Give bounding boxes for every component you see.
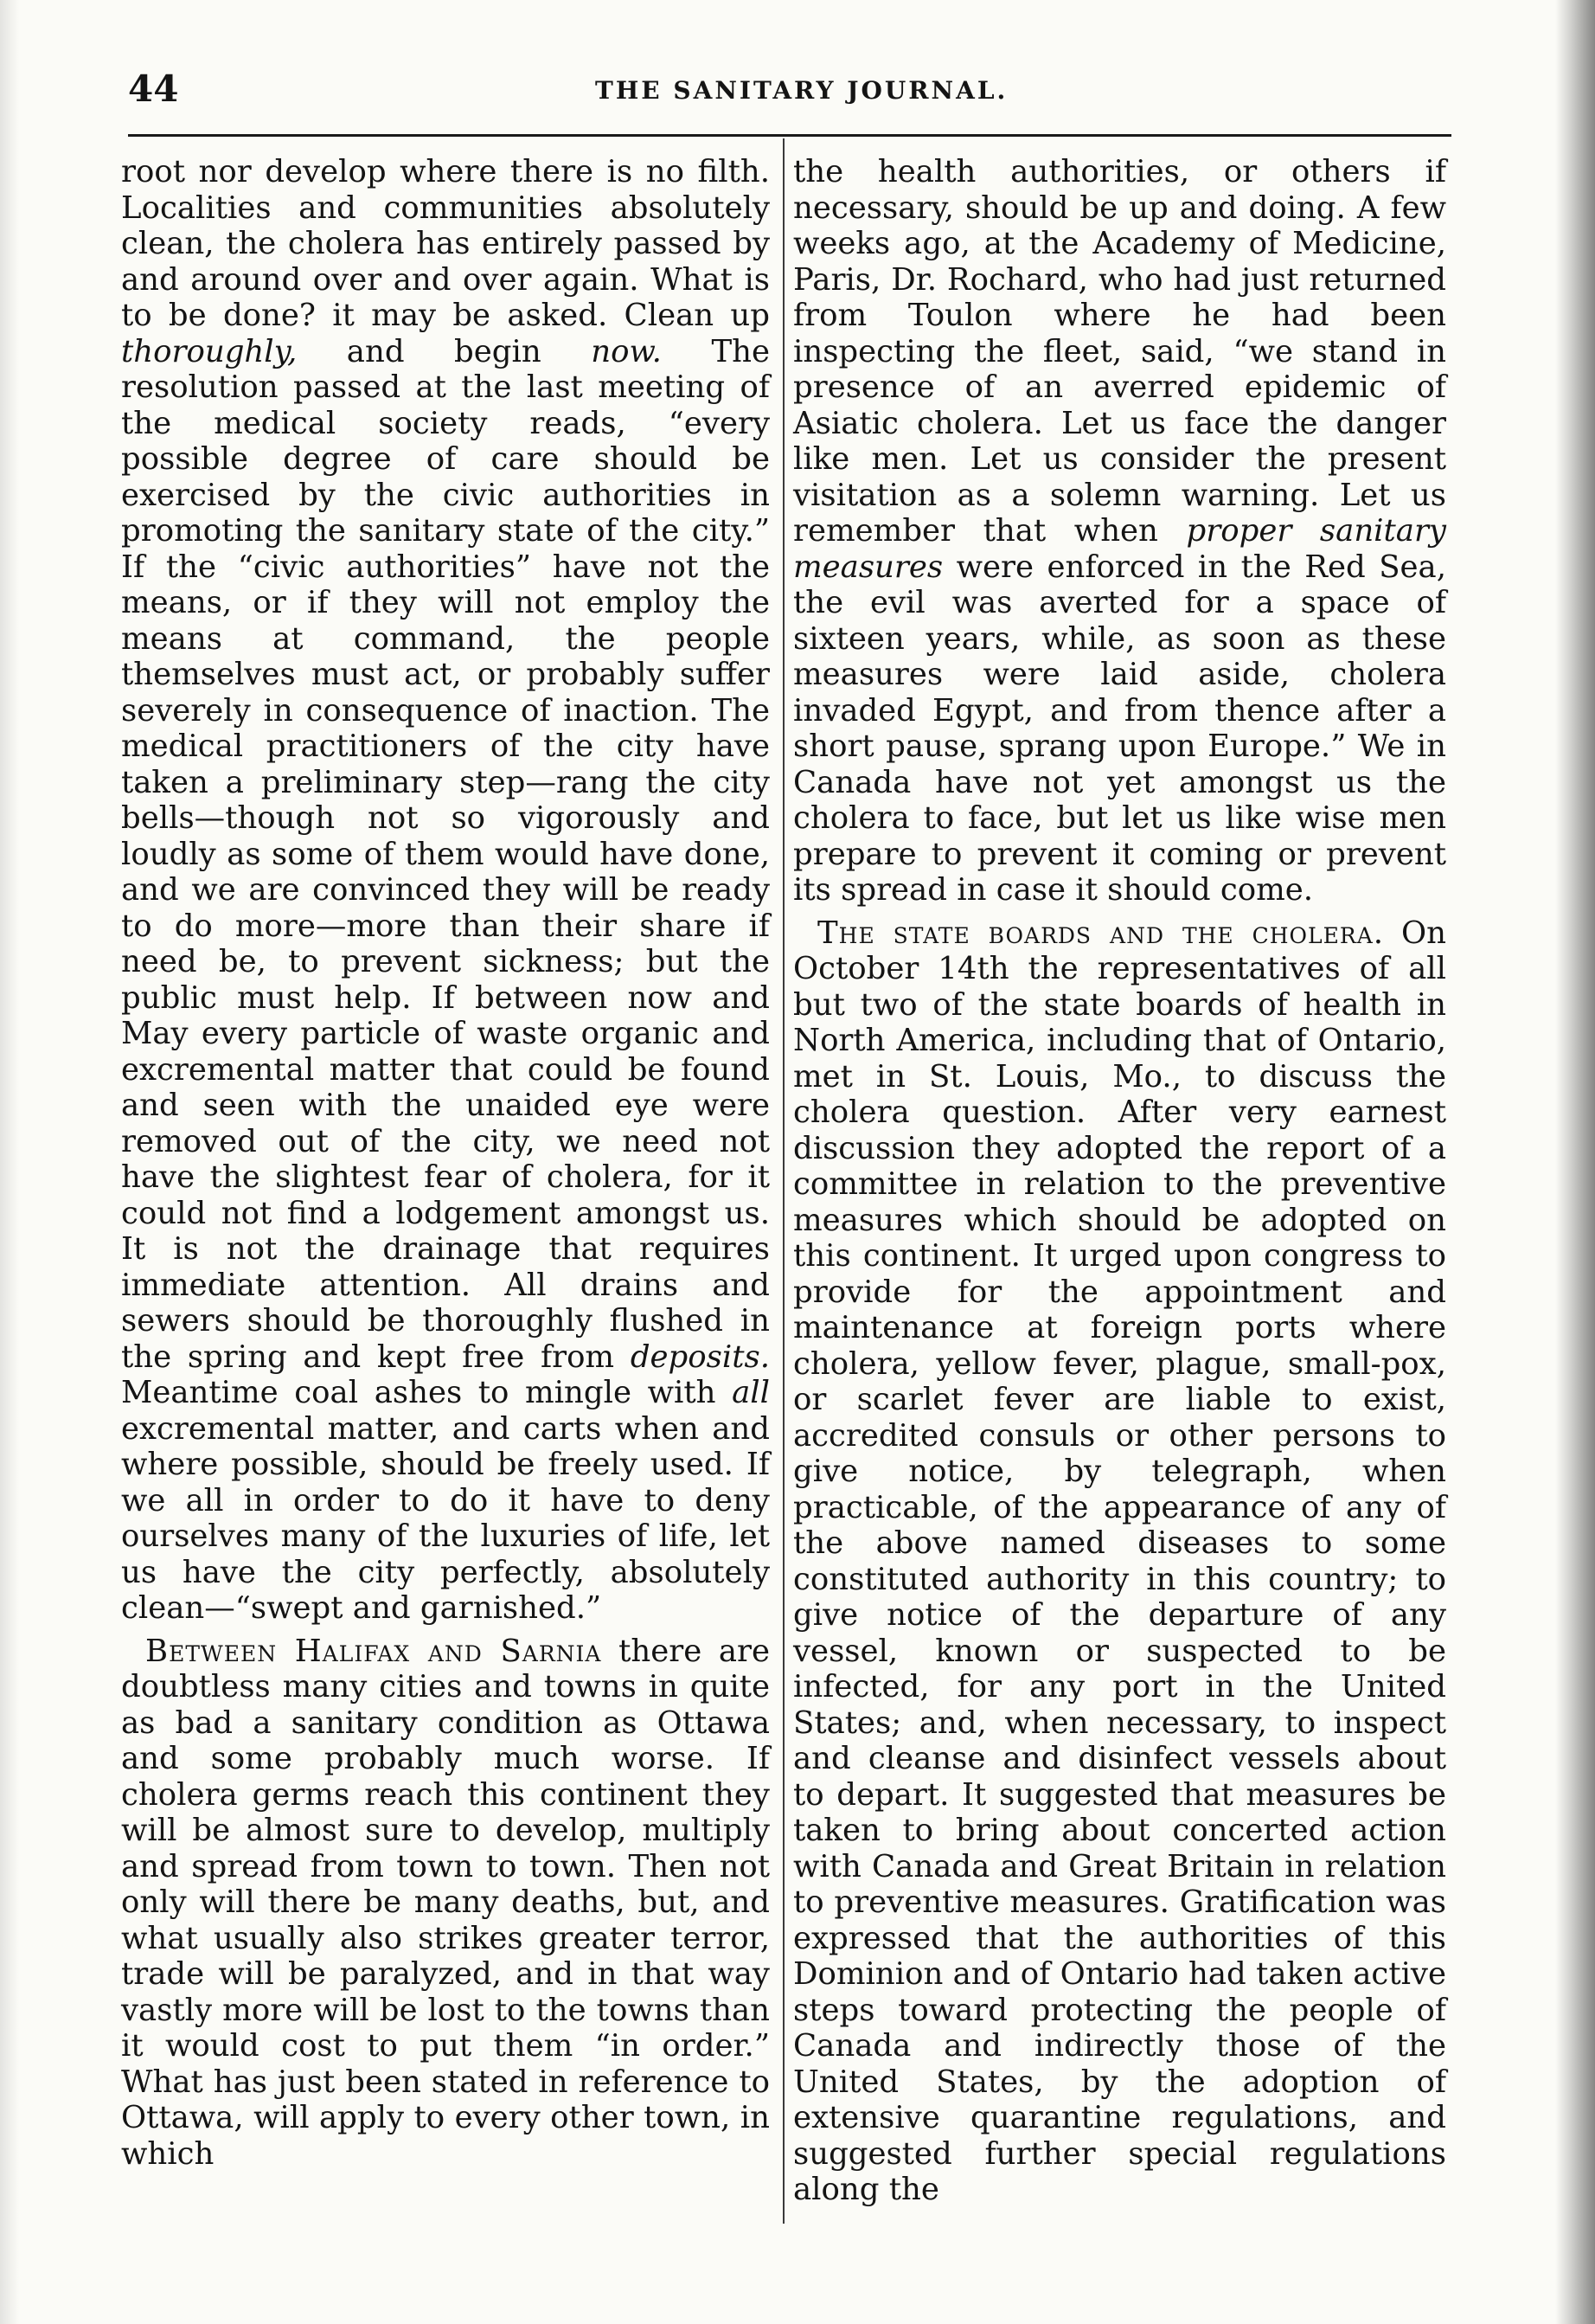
emphasis-text: thoroughly, [121, 333, 298, 369]
paragraph-text: excremental matter, and carts when and where possible, should be freely used. If we all in order to do it have to deny ourselves many of the luxuries of life, let us have the city perfectly, absolutely clean—“swept and garnished.” [121, 1410, 770, 1626]
page-gutter-shadow [0, 0, 19, 2324]
section-heading: Between Halifax and Sarnia [145, 1633, 602, 1669]
paragraph-text: On October 14th the representatives of all but two of the state boards of health in North America, including that of Ontario, met in St. Louis, Mo., to discuss the cholera question. After very earnest discussion they adopted the report of a committee in relation to the preventive measures which should be adopted on this continent. It urged upon congress to provide for the appointment and maintenance at foreign ports where cholera, yellow fever, plague, small-pox, or scarlet fever are liable to exist, accredited consuls or other persons to give notice, by telegraph, when practicable, of the appearance of any of the above named diseases to some constituted authority in this country; to give notice of the departure of any vessel, known or suspected to be infected, for any port in the United States; and, when necessary, to inspect and cleanse and disinfect vessels about to depart. It suggested that measures be taken to bring about concerted action with Canada and Great Britain in relation to preventive measures. Gratification was expressed that the authorities of this Dominion and of Ontario had taken active steps toward protecting the people of Canada and indirectly those of the United States, by the adoption of extensive quarantine regulations, and suggested further special regulations along the [793, 915, 1446, 2207]
paragraph-cleanliness [121, 154, 770, 1627]
page-number: 44 [128, 67, 179, 110]
left-column [121, 154, 770, 2172]
right-column [793, 154, 1446, 2208]
paragraph-text: The resolution passed at the last meeting of the medical society reads, “every possible degree of care should be exercised by the civic authorities in promoting the sanitary state of the city.” If the “civic authorities” have not the means, or if they will not employ the means at command, the people themselves must act, or probably suffer severely in consequence of inaction. The medical practitioners of the city have taken a preliminary step—rang the city bells—though not so vigorously and loudly as some of them would have done, and we are convinced they will be ready to do more—more than their share if need be, to prevent sickness; but the public must help. If between now and May every particle of waste organic and excremental matter that could be found and seen with the unaided eye were removed out of the city, we need not have the slightest fear of cholera, for it could not find a lodgement amongst us. It is not the drainage that requires immediate attention. All drains and sewers should be thoroughly flushed in the spring and kept free from [121, 333, 770, 1375]
paragraph-text: Meantime coal ashes to mingle with [121, 1375, 733, 1410]
paragraph-text: root nor develop where there is no filth. Localities and communities absolutely clean, the cholera has entirely passed by and around over and over again. What is to be done? it may be asked. Clean up [121, 154, 770, 333]
paragraph-state-boards [793, 915, 1446, 2208]
running-title: THE SANITARY JOURNAL. [595, 76, 1009, 105]
paragraph-text: the health authorities, or others if necessary, should be up and doing. A few weeks ago, at the Academy of Medicine, Paris, Dr. Rochard, who had just returned from Toulon where he had been inspecting the fleet, said, “we stand in presence of an averred epidemic of Asiatic cholera. Let us face the danger like men. Let us consider the present visitation as a solemn warning. Let us remember that when [793, 154, 1446, 549]
column-divider [783, 138, 785, 2224]
section-heading: The state boards and the cholera. [817, 915, 1385, 951]
paragraph-text: and begin [297, 333, 592, 369]
page-edge-shadow [1555, 0, 1595, 2324]
emphasis-text: deposits. [630, 1339, 770, 1375]
paragraph-text: there are doubtless many cities and towns in quite as bad a sanitary condition as Ottawa and some probably much worse. If cholera germs reach this continent they will be almost sure to develop, multiply and spread from town to town. Then not only will there be many deaths, but, and what usually also strikes greater terror, trade will be paralyzed, and in that way vastly more will be lost to the towns than it would cost to put them “in order.” What has just been stated in reference to Ottawa, will apply to every other town, in which [121, 1633, 770, 2172]
emphasis-text: proper sanitary measures [793, 513, 1446, 585]
paragraph-text: were enforced in the Red Sea, the evil was averted for a space of sixteen years, while, as soon as these measures were laid aside, cholera invaded Egypt, and from thence after a short pause, sprang upon Europe.” We in Canada have not yet amongst us the cholera to face, but let us like wise men prepare to prevent it coming or prevent its spread in case it should come. [793, 549, 1446, 908]
emphasis-text: all [732, 1375, 770, 1410]
header-rule [128, 134, 1451, 137]
emphasis-text: now. [591, 333, 662, 369]
paragraph-rochard [793, 154, 1446, 908]
paragraph-halifax-sarnia [121, 1634, 770, 2173]
